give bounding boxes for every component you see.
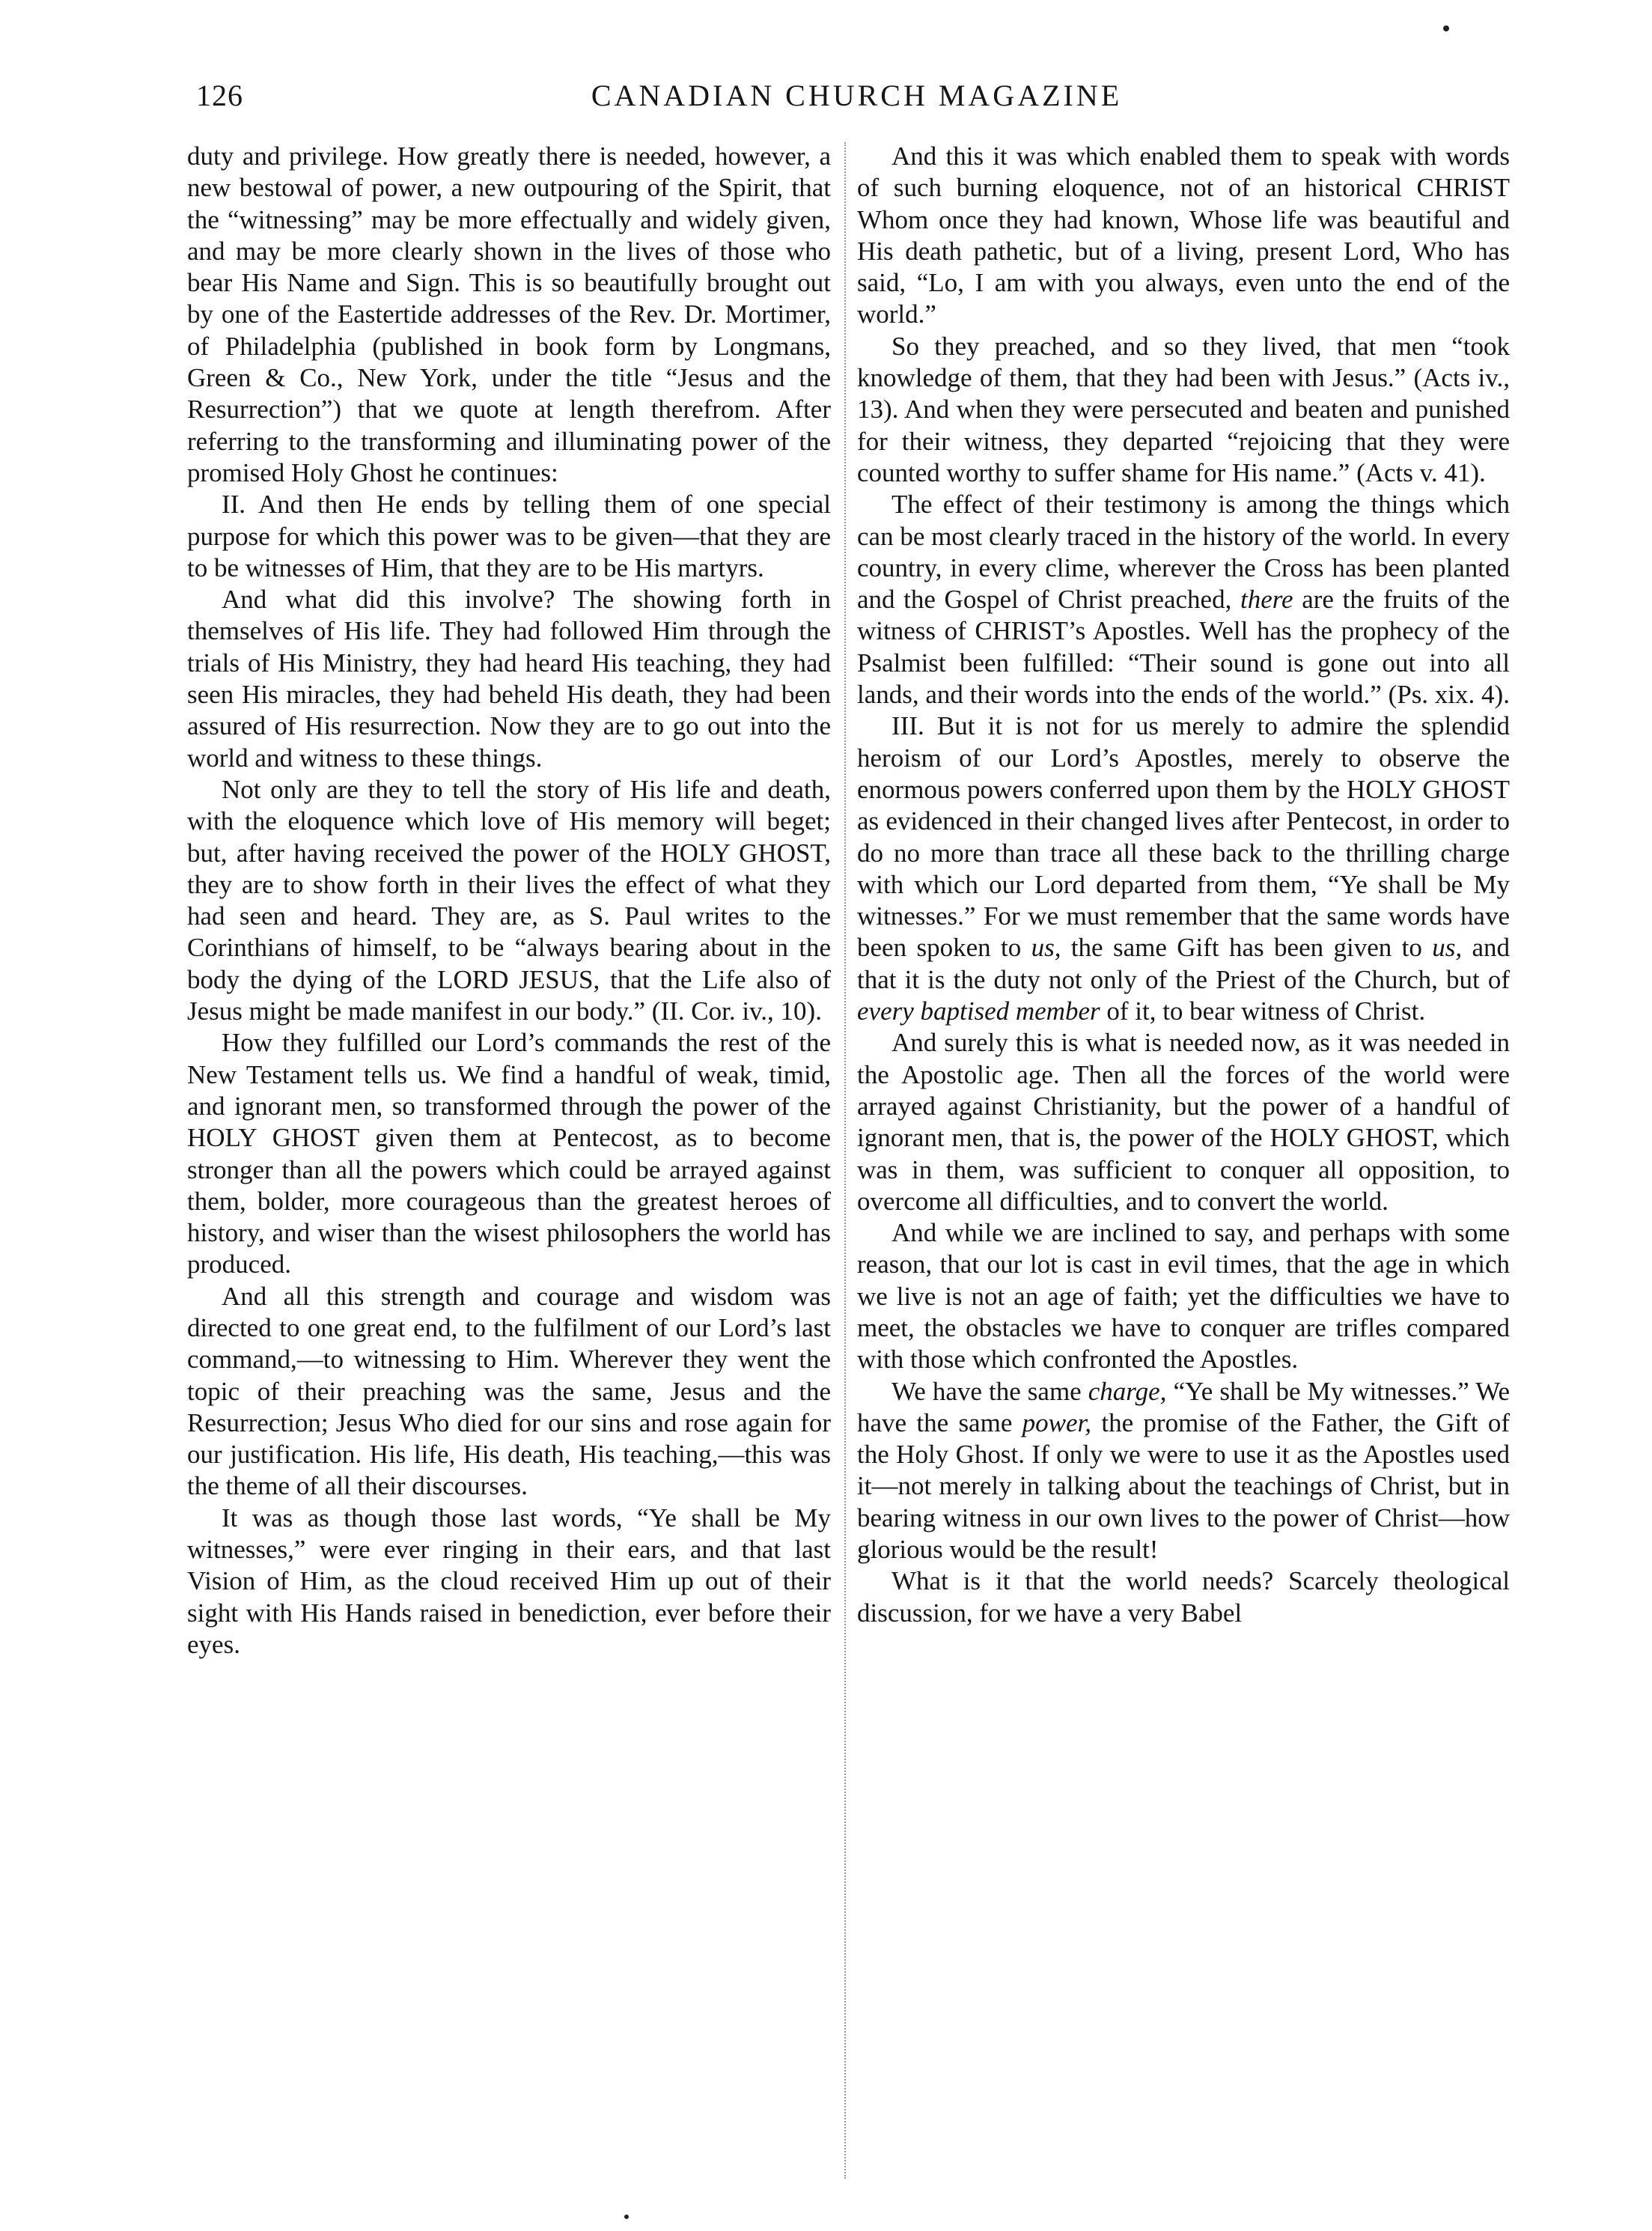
emphasis: every baptised member: [857, 996, 1100, 1026]
text-run: the promise of the Father, the Gift of the Holy Ghost. If only we were to use it as the Apostles used it—not merely in talking about the teachings of Christ, but in bearing witness in our own lives to the power of Christ—how glorious would be the result!: [857, 1407, 1510, 1565]
emphasis: power,: [1022, 1407, 1092, 1437]
paragraph: And while we are inclined to say, and perhaps with some reason, that our lot is cast in evil times, that the age in which we live is not an age of faith; yet the difficulties we have to meet, the obstacles we have to conquer are trifles compared with those which confronted the Apostles.: [857, 1218, 1510, 1375]
paragraph: So they preached, and so they lived, that men “took knowledge of them, that they had been with Jesus.” (Acts iv., 13). And when they were persecuted and beaten and punished for their witness, they departed “rejoicing that they were counted worthy to suffer shame for His name.” (Acts v. 41).: [857, 331, 1510, 487]
paragraph: [857, 1376, 1510, 1566]
page-header: [196, 78, 1517, 123]
paragraph: Not only are they to tell the story of His life and death, with the eloquence which love of His memory will beget; but, after having received the power of the HOLY GHOST, they are to show forth in their lives the effect of what they had seen and heard. They are, as S. Paul writes to the Corinthians of himself, to be “always bearing about in the body the dying of the LORD JESUS, that the Life also of Jesus might be made manifest in our body.” (II. Cor. iv., 10).: [187, 774, 831, 1026]
right-column: [857, 141, 1510, 1629]
paragraph: What is it that the world needs? Scarcely theological discussion, for we have a very Babel: [857, 1566, 1510, 1628]
text-run: the same Gift has been given to: [1061, 933, 1433, 963]
text-run: and that it is the duty not only of the Priest of the Church, but of: [857, 933, 1510, 994]
text-run: of it, to bear witness of Christ.: [1100, 996, 1426, 1026]
paragraph: duty and privilege. How greatly there is needed, however, a new bestowal of power, a new outpouring of the Spirit, that the “witnessing” may be more effectually and widely given, and may be more clearly shown in the lives of those who bear His Name and Sign. This is so beautifully brought out by one of the Eastertide addresses of the Rev. Dr. Mortimer, of Philadelphia (published in book form by Longmans, Green & Co., New York, under the title “Jesus and the Resurrection”) that we quote at length therefrom. After referring to the transforming and illuminating power of the promised Holy Ghost he continues:: [187, 141, 831, 487]
running-title: CANADIAN CHURCH MAGAZINE: [591, 79, 1123, 112]
paragraph: And what did this involve? The showing forth in themselves of His life. They had followed Him through the trials of His Ministry, they had heard His teaching, they had seen His miracles, they had beheld His death, they had been assured of His resurrection. Now they are to go out into the world and witness to these things.: [187, 585, 831, 773]
emphasis: us,: [1432, 933, 1463, 963]
text-run: “Ye shall be My witnesses.” We have the same: [857, 1376, 1510, 1437]
text-run: III. But it is not for us merely to admire the splendid heroism of our Lord’s Apostles, merely to observe the enormous powers conferred upon them by the HOLY GHOST as evidenced in their changed lives after Pentecost, in order to do no more than trace all these back to the thrilling charge with which our Lord departed from them, “Ye shall be My witnesses.” For we must remember that the same words have been spoken to: [857, 711, 1510, 963]
text-run: The effect of their testimony is among the things which can be most clearly traced in the history of the world. In every country, in every clime, wherever the Cross has been planted and the Gospel of Christ preached,: [857, 490, 1510, 615]
paragraph: How they fulfilled our Lord’s commands the rest of the New Testament tells us. We find a handful of weak, timid, and ignorant men, so transformed through the power of the HOLY GHOST given them at Pentecost, as to become stronger than all the powers which could be arrayed against them, bolder, more courageous than the greatest heroes of history, and wiser than the wisest philosophers the world has produced.: [187, 1028, 831, 1279]
paragraph: II. And then He ends by telling them of one special purpose for which this power was to be given—that they are to be witnesses of Him, that they are to be His martyrs.: [187, 490, 831, 582]
paragraph: And surely this is what is needed now, as it was needed in the Apostolic age. Then all the forces of the world were arrayed against Christianity, but the power of a handful of ignorant men, that is, the power of the HOLY GHOST, which was in them, was sufficient to conquer all opposition, to overcome all difficulties, and to convert the world.: [857, 1028, 1510, 1216]
paragraph: And this it was which enabled them to speak with words of such burning eloquence, not of an historical CHRIST Whom once they had known, Whose life was beautiful and His death pathetic, but of a living, present Lord, Who has said, “Lo, I am with you always, even unto the end of the world.”: [857, 141, 1510, 329]
emphasis: charge,: [1088, 1376, 1167, 1406]
paragraph: [857, 489, 1510, 710]
page-number: 126: [196, 79, 243, 112]
paragraph: And all this strength and courage and wisdom was directed to one great end, to the fulfilment of our Lord’s last command,—to witnessing to Him. Wherever they went the topic of their preaching was the same, Jesus and the Resurrection; Jesus Who died for our sins and rose again for our justification. His life, His death, His teaching,—this was the theme of all their discourses.: [187, 1281, 831, 1501]
paragraph: It was as though those last words, “Ye shall be My witnesses,” were ever ringing in their ears, and that last Vision of Him, as the cloud received Him up out of their sight with His Hands raised in benediction, ever before their eyes.: [187, 1503, 831, 1659]
paragraph: [857, 710, 1510, 1027]
page-mark-dot: [624, 2215, 629, 2219]
column-divider: [844, 142, 846, 2179]
emphasis: us,: [1031, 933, 1061, 963]
emphasis: there: [1240, 585, 1293, 615]
text-run: We have the same: [891, 1376, 1088, 1406]
left-column: [187, 141, 831, 1661]
text-run: are the fruits of the witness of CHRIST’s Apostles. Well has the prophecy of the Psalmist been fulfilled: “Their sound is gone out into all lands, and their words into the ends of the world.” (Ps. xix. 4).: [857, 585, 1510, 710]
page-mark-dot: [1443, 25, 1449, 31]
